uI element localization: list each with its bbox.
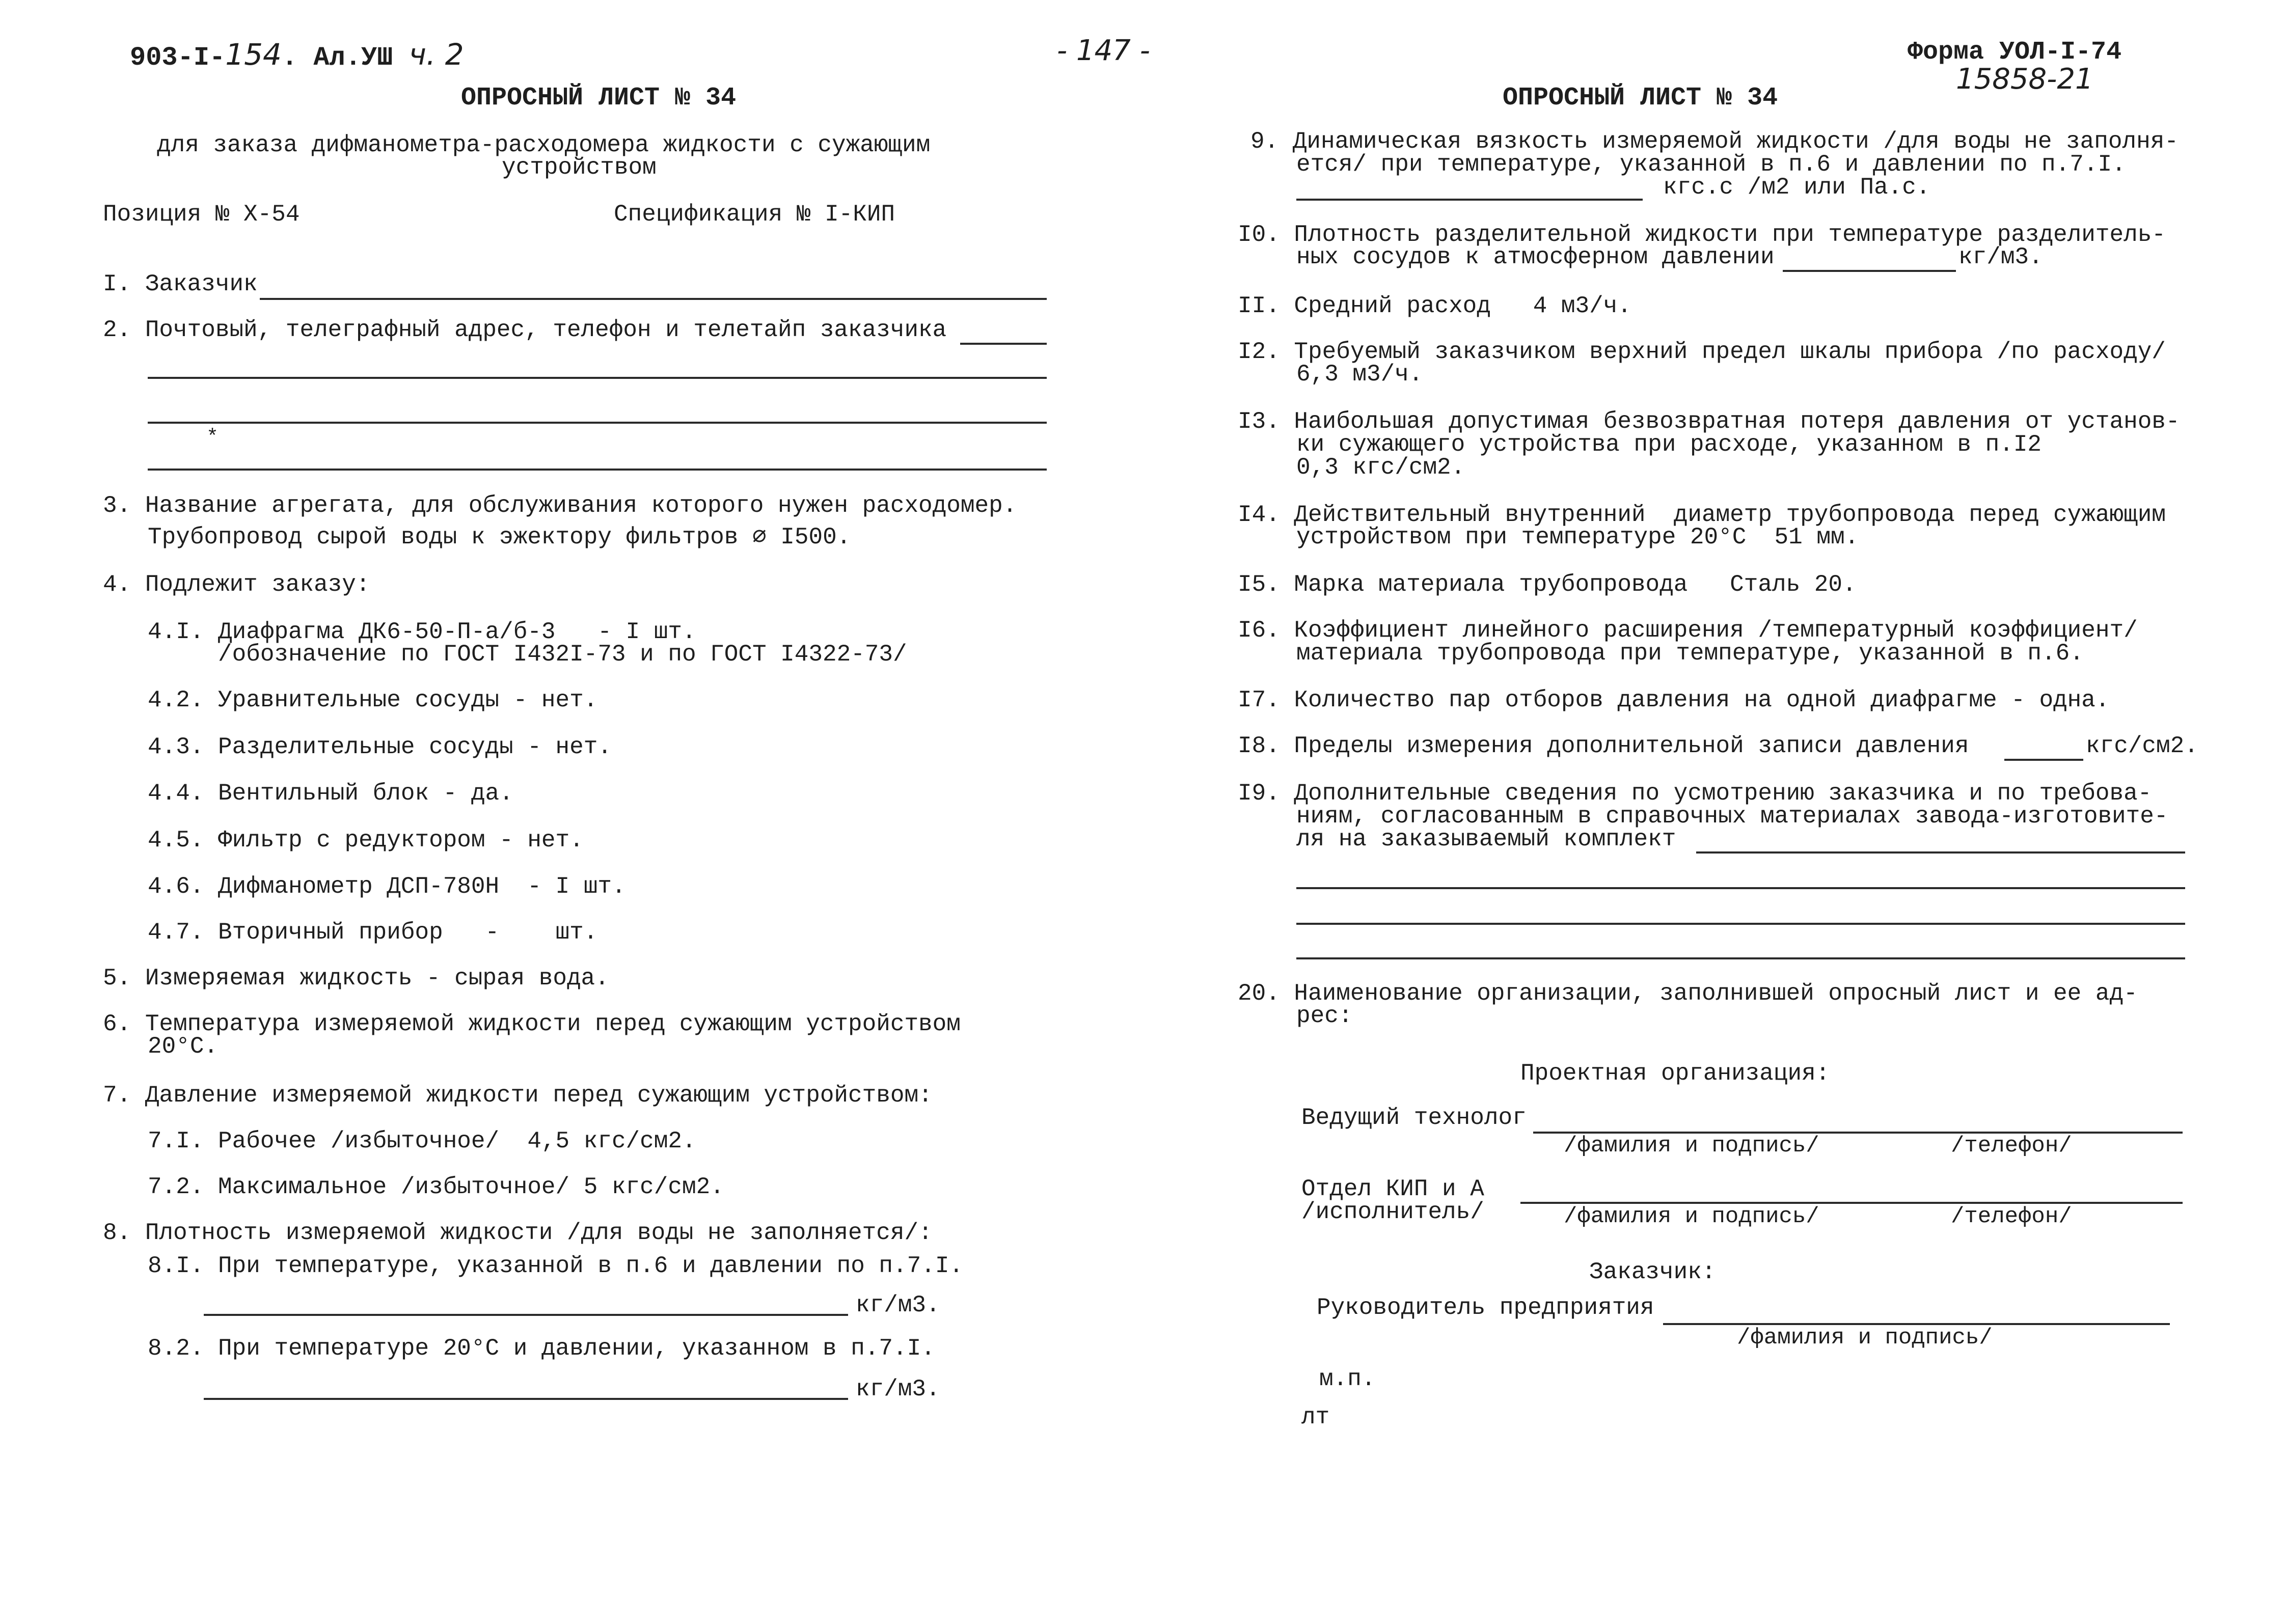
item-7-1: 7.I. Рабочее /избыточное/ 4,5 кгс/см2. xyxy=(148,1128,696,1154)
address-fill-line-4 xyxy=(148,469,1047,471)
stamp-place-label: м.п. xyxy=(1319,1366,1376,1392)
item-16-line-2: материала трубопровода при температуре, указанной в п.6. xyxy=(1296,640,2084,667)
document-code: 903-I-154. Ал.УШ ч. 2 xyxy=(130,37,464,73)
item-8-1: 8.I. При температуре, указанной в п.6 и давлении по п.7.I. xyxy=(148,1253,964,1279)
density-2-unit: кг/м3. xyxy=(856,1376,940,1402)
specification-number: Спецификация № I-КИП xyxy=(614,201,895,228)
customer-fill-line xyxy=(260,298,1047,300)
instrumentation-dept-label: Отдел КИП и А xyxy=(1301,1176,1484,1202)
asterisk-mark: * xyxy=(206,426,219,449)
address-fill-line-3 xyxy=(148,422,1047,424)
item-4-5: 4.5. Фильтр с редуктором - нет. xyxy=(148,827,584,854)
item-13-value: 0,3 кгс/см2. xyxy=(1296,454,1465,481)
item-2-address: 2. Почтовый, телеграфный адрес, телефон и телетайп заказчика xyxy=(103,317,947,343)
item-4-order: 4. Подлежит заказу: xyxy=(103,571,370,598)
item-4-7: 4.7. Вторичный прибор - шт. xyxy=(148,919,598,946)
item-16-expansion: I6. Коэффициент линейного расширения /температурный коэффициент/ xyxy=(1238,617,2138,644)
enterprise-head-label: Руководитель предприятия xyxy=(1317,1295,1654,1321)
additional-fill-line-2 xyxy=(1296,887,2185,889)
subtitle-line-1: для заказа дифманометра-расходомера жидкости с сужающим xyxy=(157,132,931,158)
item-14-value: устройством при температуре 20°С 51 мм. xyxy=(1296,524,1859,550)
left-title: ОПРОСНЫЙ ЛИСТ № 34 xyxy=(461,84,737,113)
item-19-line-2: ниям, согласованным в справочных материалах завода-изготовите- xyxy=(1296,803,2168,830)
item-8-density: 8. Плотность измеряемой жидкости /для воды не заполняется/: xyxy=(103,1220,933,1246)
item-4-1-diaphragm: 4.I. Диафрагма ДК6-50-П-а/б-3 - I шт. xyxy=(148,619,696,645)
additional-fill-line-1 xyxy=(1696,851,2185,854)
item-5-liquid: 5. Измеряемая жидкость - сырая вода. xyxy=(103,965,609,992)
density-1-unit: кг/м3. xyxy=(856,1292,940,1318)
executor-label: /исполнитель/ xyxy=(1301,1199,1484,1225)
item-17-taps: I7. Количество пар отборов давления на одной диафрагме - одна. xyxy=(1238,687,2110,713)
item-4-6: 4.6. Дифманометр ДСП-780Н - I шт. xyxy=(148,873,626,900)
right-title: ОПРОСНЫЙ ЛИСТ № 34 xyxy=(1503,84,1778,113)
item-3-pipeline: Трубопровод сырой воды к эжектору фильтров ∅ I500. xyxy=(148,524,851,550)
document-code-handwritten: 154 xyxy=(225,37,282,72)
item-1-customer: I. Заказчик xyxy=(103,271,258,297)
position-number: Позиция № Х-54 xyxy=(103,201,300,228)
item-14-diameter: I4. Действительный внутренний диаметр трубопровода перед сужающим xyxy=(1238,502,2166,528)
lead-name-sign-caption: /фамилия и подпись/ xyxy=(1564,1133,1819,1159)
item-20-line-2: рес: xyxy=(1296,1003,1353,1029)
density-2-fill-line xyxy=(204,1398,848,1400)
density-1-fill-line xyxy=(204,1314,848,1316)
viscosity-fill-line xyxy=(1296,199,1643,201)
item-12-value: 6,3 м3/ч. xyxy=(1296,361,1423,388)
item-10-separating-density: I0. Плотность разделительной жидкости при температуре разделитель- xyxy=(1238,222,2166,248)
item-7-2: 7.2. Максимальное /избыточное/ 5 кгс/см2. xyxy=(148,1174,724,1200)
executor-name-sign-caption: /фамилия и подпись/ xyxy=(1564,1204,1819,1229)
limits-fill-line xyxy=(2004,759,2083,761)
item-4-3: 4.3. Разделительные сосуды - нет. xyxy=(148,734,612,760)
item-8-2: 8.2. При температуре 20°С и давлении, указанном в п.7.I. xyxy=(148,1335,935,1362)
item-13-pressure-loss: I3. Наибольшая допустимая безвозвратная потеря давления от установ- xyxy=(1238,408,2180,435)
customer-section-label: Заказчик: xyxy=(1589,1259,1716,1285)
page-number: - 147 - xyxy=(1057,34,1150,67)
item-6-temperature: 6. Температура измеряемой жидкости перед сужающим устройством xyxy=(103,1011,961,1037)
additional-fill-line-3 xyxy=(1296,923,2185,925)
lt-mark: лт xyxy=(1301,1404,1330,1430)
item-11-average-flow: II. Средний расход 4 м3/ч. xyxy=(1238,293,1631,319)
head-name-sign-caption: /фамилия и подпись/ xyxy=(1737,1325,1993,1351)
part-number-handwritten: ч. 2 xyxy=(409,37,464,72)
address-fill-line-2 xyxy=(148,377,1047,379)
item-10-line-2: ных сосудов к атмосферном давлении xyxy=(1296,244,1775,270)
lead-phone-caption: /телефон/ xyxy=(1951,1133,2072,1159)
item-4-2: 4.2. Уравнительные сосуды - нет. xyxy=(148,687,598,713)
form-code: Форма УОЛ-I-74 xyxy=(1908,38,2122,67)
item-7-pressure: 7. Давление измеряемой жидкости перед сужающим устройством: xyxy=(103,1082,933,1109)
item-9-viscosity: 9. Динамическая вязкость измеряемой жидкости /для воды не заполня- xyxy=(1250,128,2179,155)
lead-technologist-label: Ведущий технолог xyxy=(1301,1105,1527,1131)
inventory-number: 15858-21 xyxy=(1956,63,2093,96)
design-organization-label: Проектная организация: xyxy=(1520,1060,1830,1087)
item-19-additional: I9. Дополнительные сведения по усмотрению заказчика и по требова- xyxy=(1238,780,2152,807)
subtitle-line-2: устройством xyxy=(502,154,657,181)
item-9-line-2: ется/ при температуре, указанной в п.6 и давлении по п.7.I. xyxy=(1296,151,2126,178)
item-3-unit: 3. Название агрегата, для обслуживания которого нужен расходомер. xyxy=(103,492,1017,519)
item-4-4: 4.4. Вентильный блок - да. xyxy=(148,780,513,807)
item-18-limits: I8. Пределы измерения дополнительной записи давления xyxy=(1238,733,1969,759)
item-10-unit: кг/м3. xyxy=(1958,244,2043,270)
item-6-value: 20°С. xyxy=(148,1033,219,1060)
item-12-upper-limit: I2. Требуемый заказчиком верхний предел шкалы прибора /по расходу/ xyxy=(1238,339,2166,365)
item-20-organization: 20. Наименование организации, заполнившей опросный лист и ее ад- xyxy=(1238,980,2138,1007)
executor-phone-caption: /телефон/ xyxy=(1951,1204,2072,1229)
separating-density-fill-line xyxy=(1783,270,1956,272)
item-19-line-3: ля на заказываемый комплект xyxy=(1296,826,1676,852)
additional-fill-line-4 xyxy=(1296,957,2185,959)
item-4-1-standard: /обозначение по ГОСТ I432I-73 и по ГОСТ I4322-73/ xyxy=(218,641,907,668)
address-fill-line-1 xyxy=(960,343,1047,345)
item-9-unit: кгс.с /м2 или Па.с. xyxy=(1663,174,1930,201)
item-13-line-2: ки сужающего устройства при расходе, указанном в п.I2 xyxy=(1296,431,2042,458)
item-15-material: I5. Марка материала трубопровода Сталь 20. xyxy=(1238,571,1857,598)
item-18-unit: кгс/см2. xyxy=(2086,733,2198,759)
